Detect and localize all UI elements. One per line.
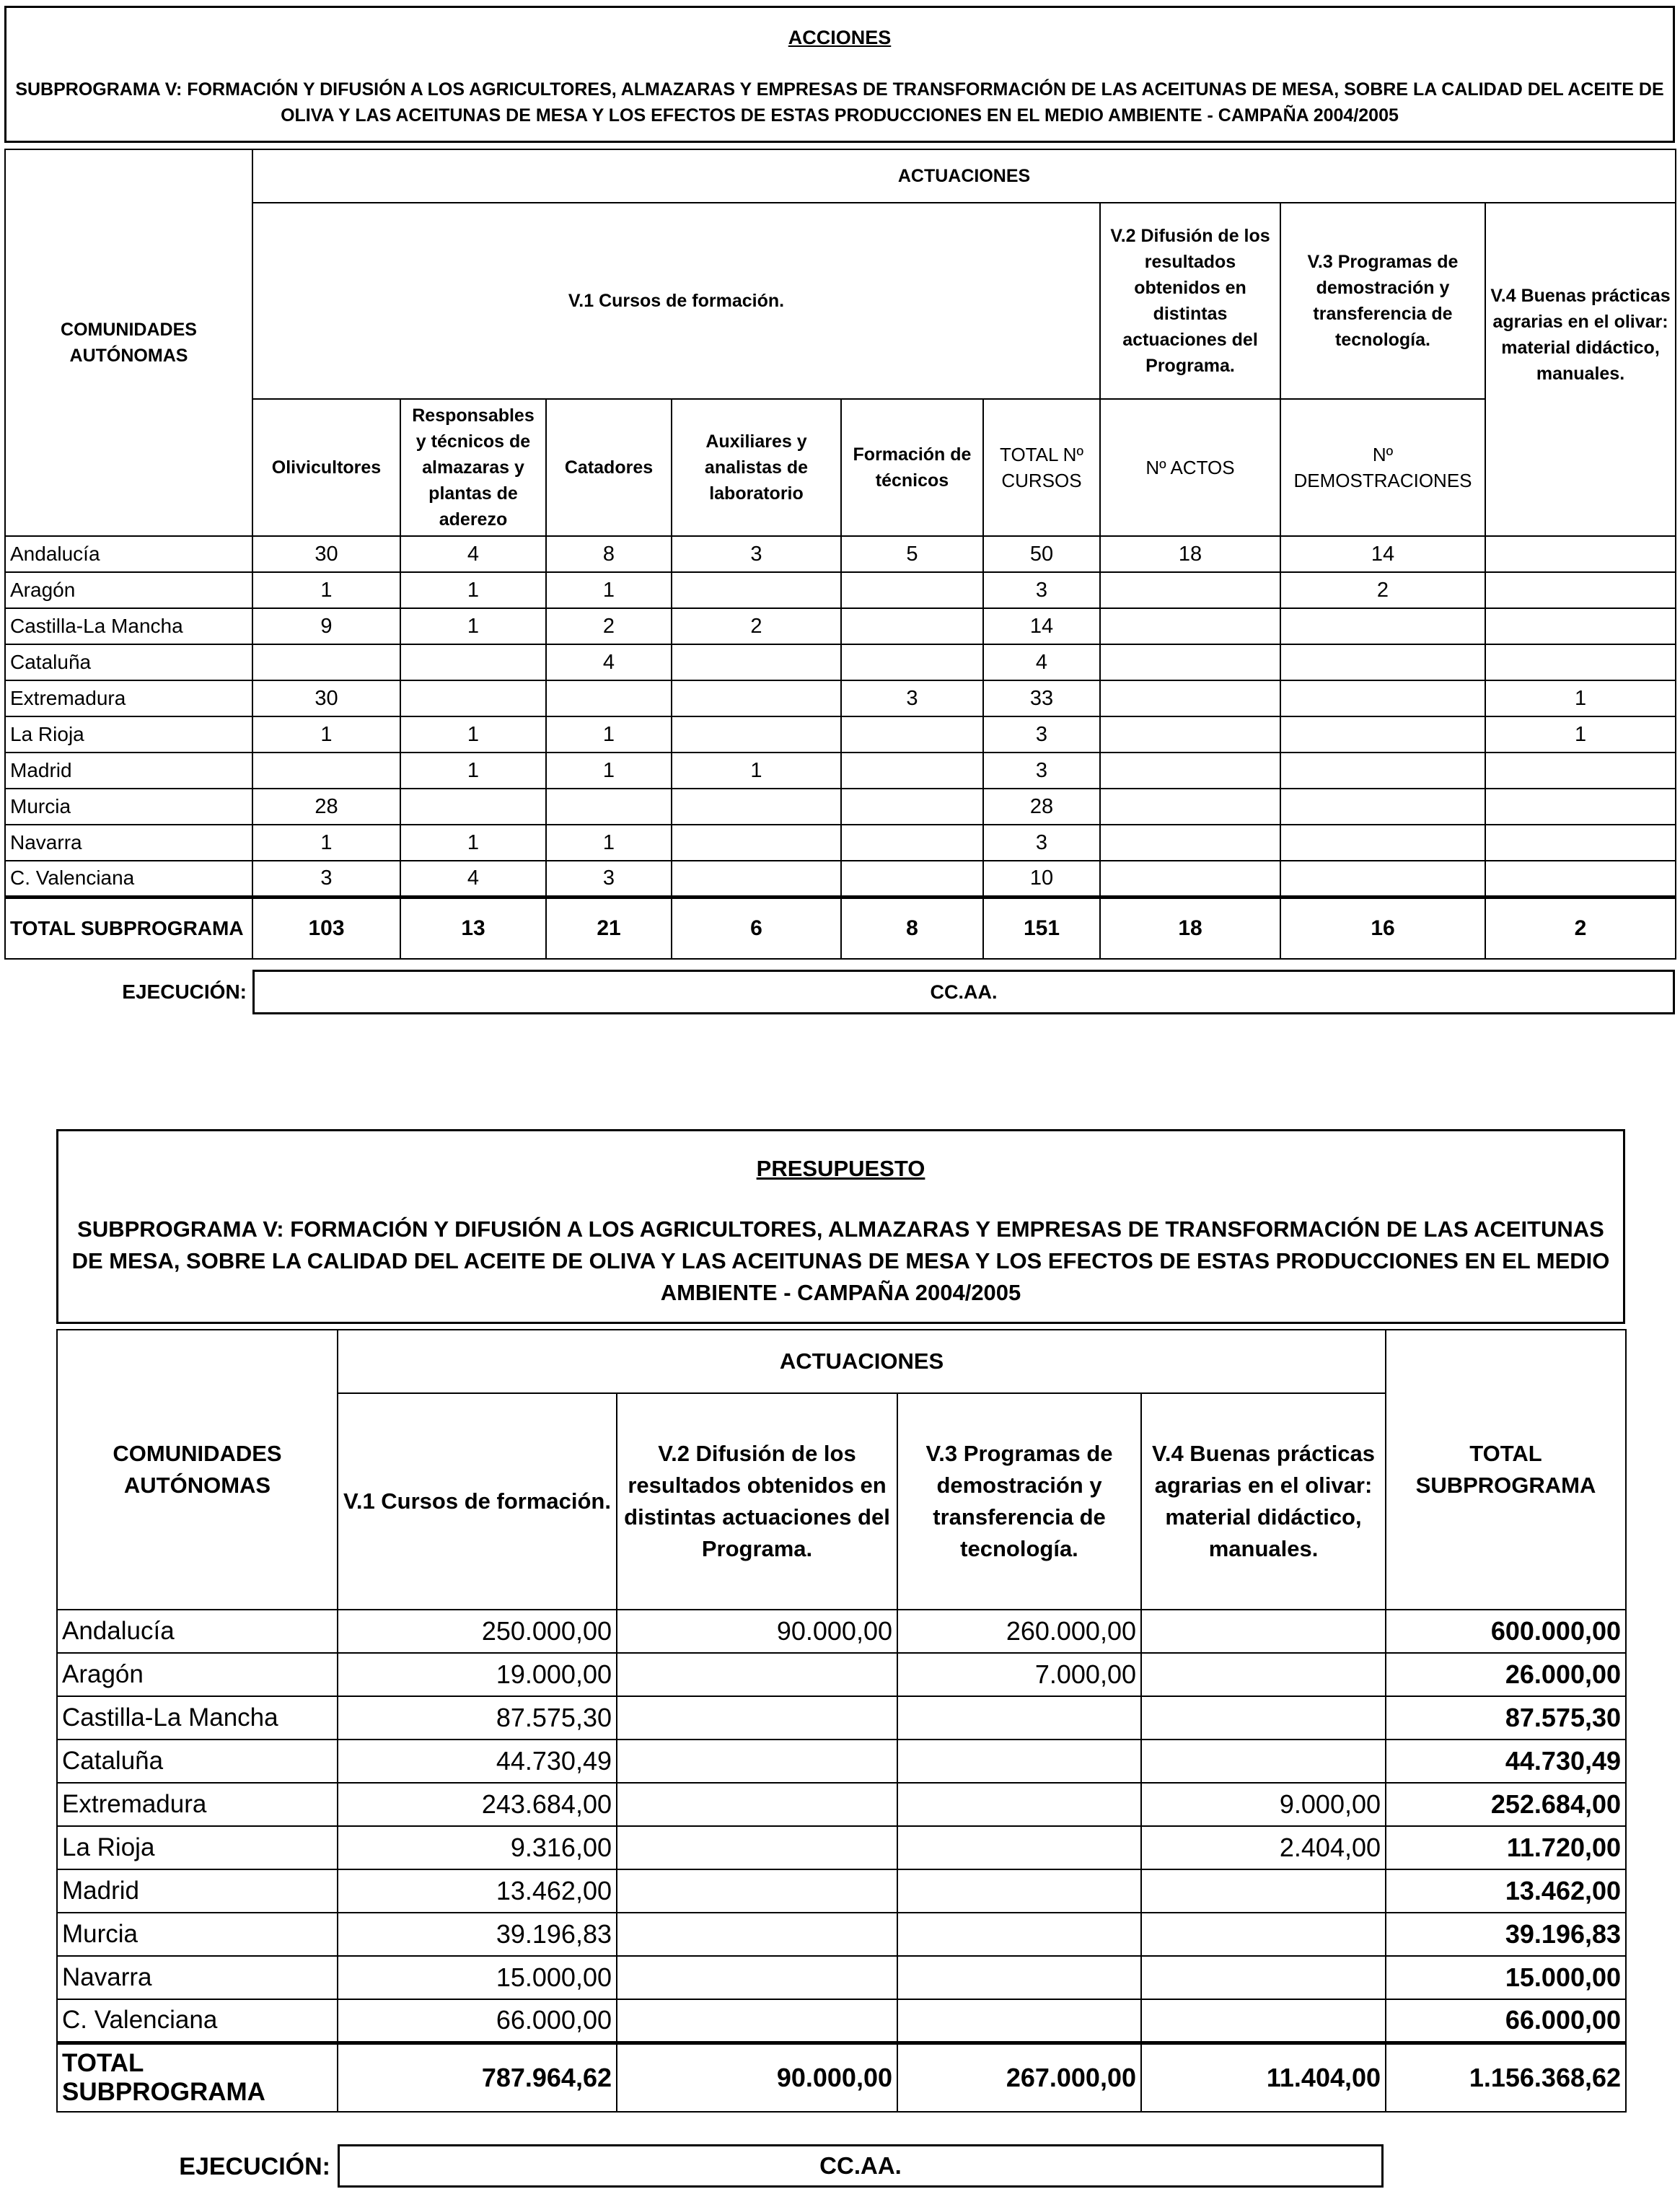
acciones-value-cell: 30	[252, 680, 400, 716]
presupuesto-value-cell	[1141, 1913, 1386, 1956]
presupuesto-region-cell: Cataluña	[57, 1740, 338, 1783]
acciones-value-cell: 8	[546, 536, 672, 572]
acciones-value-cell: 3	[983, 753, 1100, 789]
acciones-region-cell: C. Valenciana	[5, 861, 252, 897]
acciones-value-cell: 3	[672, 536, 841, 572]
acciones-value-cell: 3	[983, 572, 1100, 608]
presupuesto-value-cell: 9.316,00	[338, 1826, 617, 1869]
acciones-value-cell: 1	[1485, 716, 1676, 753]
presupuesto-section-title: PRESUPUESTO	[756, 1156, 925, 1181]
acciones-value-cell	[1100, 680, 1280, 716]
acciones-total-cell: 21	[546, 897, 672, 959]
acciones-ejecucion-label: EJECUCIÓN:	[122, 981, 247, 1003]
acciones-value-cell	[672, 680, 841, 716]
presupuesto-value-cell	[1141, 1740, 1386, 1783]
acciones-total-cell: 6	[672, 897, 841, 959]
acciones-section-title: ACCIONES	[788, 27, 892, 48]
presupuesto-table-row	[57, 1826, 1626, 1869]
acciones-value-cell: 4	[546, 644, 672, 680]
acciones-v1-header: V.1 Cursos de formación.	[252, 203, 1100, 399]
presupuesto-table-row	[57, 1610, 1626, 1653]
acciones-value-cell: 1	[252, 825, 400, 861]
acciones-value-cell: 5	[841, 536, 983, 572]
acciones-value-cell	[400, 644, 546, 680]
acciones-value-cell: 4	[400, 536, 546, 572]
presupuesto-value-cell: 9.000,00	[1141, 1783, 1386, 1826]
acciones-value-cell: 1	[546, 753, 672, 789]
presupuesto-v2-header: V.2 Difusión de los resultados obtenidos en distintas actuaciones del Programa.	[617, 1393, 897, 1610]
acciones-value-cell	[841, 753, 983, 789]
acciones-value-cell	[1485, 536, 1676, 572]
presupuesto-region-header: COMUNIDADES AUTÓNOMAS	[57, 1330, 338, 1610]
acciones-subcol-6: Nº ACTOS	[1100, 399, 1280, 536]
presupuesto-value-cell	[897, 1869, 1141, 1913]
presupuesto-value-cell	[897, 1696, 1141, 1740]
presupuesto-table-row	[57, 1696, 1626, 1740]
acciones-value-cell	[672, 825, 841, 861]
presupuesto-region-cell: Extremadura	[57, 1783, 338, 1826]
acciones-value-cell: 3	[841, 680, 983, 716]
acciones-value-cell: 3	[983, 825, 1100, 861]
presupuesto-total-header: TOTAL SUBPROGRAMA	[1386, 1330, 1626, 1610]
acciones-value-cell	[1485, 789, 1676, 825]
acciones-total-row	[5, 897, 1676, 959]
acciones-table	[4, 149, 1676, 960]
presupuesto-value-cell	[617, 1653, 897, 1696]
acciones-ejecucion	[4, 970, 1675, 1014]
presupuesto-value-cell: 87.575,30	[338, 1696, 617, 1740]
acciones-value-cell	[1485, 825, 1676, 861]
acciones-region-cell: La Rioja	[5, 716, 252, 753]
presupuesto-ejecucion-label: EJECUCIÓN:	[179, 2153, 330, 2180]
acciones-value-cell	[400, 789, 546, 825]
presupuesto-region-cell: Castilla-La Mancha	[57, 1696, 338, 1740]
acciones-value-cell	[841, 644, 983, 680]
presupuesto-value-cell: 66.000,00	[1386, 1999, 1626, 2043]
presupuesto-v4-header: V.4 Buenas prácticas agrarias en el olivar: material didáctico, manuales.	[1141, 1393, 1386, 1610]
acciones-value-cell	[1100, 572, 1280, 608]
acciones-value-cell	[1280, 608, 1485, 644]
acciones-region-cell: Cataluña	[5, 644, 252, 680]
acciones-value-cell	[1485, 861, 1676, 897]
presupuesto-value-cell	[617, 1956, 897, 1999]
presupuesto-value-cell: 19.000,00	[338, 1653, 617, 1696]
acciones-value-cell	[1100, 825, 1280, 861]
acciones-region-cell: Navarra	[5, 825, 252, 861]
acciones-region-cell: Murcia	[5, 789, 252, 825]
presupuesto-table-row	[57, 1869, 1626, 1913]
presupuesto-value-cell: 7.000,00	[897, 1653, 1141, 1696]
acciones-value-cell: 1	[400, 825, 546, 861]
presupuesto-v1-header: V.1 Cursos de formación.	[338, 1393, 617, 1610]
acciones-table-row	[5, 861, 1676, 897]
acciones-value-cell: 14	[983, 608, 1100, 644]
presupuesto-region-cell: Murcia	[57, 1913, 338, 1956]
acciones-table-row	[5, 644, 1676, 680]
acciones-value-cell: 4	[983, 644, 1100, 680]
presupuesto-value-cell	[897, 1999, 1141, 2043]
acciones-value-cell: 1	[672, 753, 841, 789]
acciones-table-row	[5, 680, 1676, 716]
acciones-value-cell: 2	[1280, 572, 1485, 608]
presupuesto-region-cell: La Rioja	[57, 1826, 338, 1869]
acciones-value-cell	[672, 716, 841, 753]
acciones-value-cell: 1	[400, 572, 546, 608]
presupuesto-value-cell: 87.575,30	[1386, 1696, 1626, 1740]
acciones-value-cell: 28	[983, 789, 1100, 825]
acciones-value-cell	[1280, 753, 1485, 789]
presupuesto-region-cell: Navarra	[57, 1956, 338, 1999]
presupuesto-table-row	[57, 1740, 1626, 1783]
presupuesto-value-cell: 90.000,00	[617, 1610, 897, 1653]
acciones-value-cell	[1280, 825, 1485, 861]
presupuesto-value-cell: 66.000,00	[338, 1999, 617, 2043]
acciones-region-cell: Andalucía	[5, 536, 252, 572]
acciones-value-cell: 1	[400, 608, 546, 644]
presupuesto-value-cell	[1141, 1956, 1386, 1999]
presupuesto-value-cell	[897, 1783, 1141, 1826]
presupuesto-value-cell	[897, 1913, 1141, 1956]
presupuesto-value-cell: 243.684,00	[338, 1783, 617, 1826]
presupuesto-value-cell: 39.196,83	[1386, 1913, 1626, 1956]
acciones-value-cell: 50	[983, 536, 1100, 572]
acciones-value-cell	[1280, 680, 1485, 716]
presupuesto-region-cell: Andalucía	[57, 1610, 338, 1653]
presupuesto-value-cell	[617, 1826, 897, 1869]
acciones-value-cell	[1280, 789, 1485, 825]
acciones-subcol-0: Olivicultores	[252, 399, 400, 536]
presupuesto-value-cell	[897, 1740, 1141, 1783]
acciones-value-cell	[841, 716, 983, 753]
acciones-value-cell	[672, 789, 841, 825]
acciones-ejecucion-value: CC.AA.	[252, 970, 1675, 1014]
presupuesto-total-cell: 787.964,62	[338, 2043, 617, 2112]
presupuesto-table-row	[57, 1956, 1626, 1999]
acciones-region-cell: Extremadura	[5, 680, 252, 716]
acciones-value-cell: 1	[252, 572, 400, 608]
presupuesto-ejecucion	[56, 2152, 1384, 2180]
acciones-value-cell: 14	[1280, 536, 1485, 572]
acciones-total-cell: 16	[1280, 897, 1485, 959]
presupuesto-value-cell	[1141, 1696, 1386, 1740]
acciones-value-cell	[1280, 644, 1485, 680]
presupuesto-value-cell	[617, 1869, 897, 1913]
acciones-value-cell: 3	[983, 716, 1100, 753]
acciones-subcol-5: TOTAL Nº CURSOS	[983, 399, 1100, 536]
acciones-value-cell	[1485, 753, 1676, 789]
acciones-total-label: TOTAL SUBPROGRAMA	[5, 897, 252, 959]
acciones-header	[4, 6, 1675, 143]
presupuesto-value-cell: 13.462,00	[1386, 1869, 1626, 1913]
acciones-subcol-2: Catadores	[546, 399, 672, 536]
acciones-value-cell: 1	[1485, 680, 1676, 716]
acciones-value-cell	[1485, 572, 1676, 608]
acciones-value-cell	[1100, 644, 1280, 680]
acciones-total-cell: 18	[1100, 897, 1280, 959]
acciones-value-cell	[1280, 716, 1485, 753]
presupuesto-value-cell	[617, 1999, 897, 2043]
acciones-total-cell: 8	[841, 897, 983, 959]
acciones-value-cell	[672, 644, 841, 680]
acciones-value-cell: 1	[546, 572, 672, 608]
acciones-value-cell: 1	[400, 753, 546, 789]
acciones-subcol-4: Formación de técnicos	[841, 399, 983, 536]
presupuesto-value-cell	[1141, 1610, 1386, 1653]
presupuesto-value-cell: 13.462,00	[338, 1869, 617, 1913]
presupuesto-actuaciones-header: ACTUACIONES	[338, 1330, 1386, 1393]
presupuesto-total-cell: 1.156.368,62	[1386, 2043, 1626, 2112]
acciones-total-cell: 151	[983, 897, 1100, 959]
acciones-v2-header: V.2 Difusión de los resultados obtenidos en distintas actuaciones del Programa.	[1100, 203, 1280, 399]
acciones-value-cell	[546, 680, 672, 716]
acciones-table-row	[5, 753, 1676, 789]
acciones-value-cell	[841, 608, 983, 644]
presupuesto-value-cell: 252.684,00	[1386, 1783, 1626, 1826]
presupuesto-value-cell	[617, 1696, 897, 1740]
acciones-table-row	[5, 572, 1676, 608]
acciones-region-cell: Castilla-La Mancha	[5, 608, 252, 644]
acciones-v4-header: V.4 Buenas prácticas agrarias en el olivar: material didáctico, manuales.	[1485, 203, 1676, 536]
acciones-subcol-7: Nº DEMOSTRACIONES	[1280, 399, 1485, 536]
acciones-value-cell: 1	[252, 716, 400, 753]
presupuesto-subtitle: SUBPROGRAMA V: FORMACIÓN Y DIFUSIÓN A LOS AGRICULTORES, ALMAZARAS Y EMPRESAS DE TRANSFORMACIÓN DE LAS ACEITUNAS DE MESA, SOBRE LA CALIDAD DEL ACEITE DE OLIVA Y LAS ACEITUNAS DE MESA Y LOS EFECTOS DE ESTAS PRODUCCIONES EN EL MEDIO AMBIENTE - CAMPAÑA 2004/2005	[71, 1216, 1610, 1305]
presupuesto-value-cell: 15.000,00	[338, 1956, 617, 1999]
presupuesto-table-row	[57, 1783, 1626, 1826]
acciones-subtitle: SUBPROGRAMA V: FORMACIÓN Y DIFUSIÓN A LOS AGRICULTORES, ALMAZARAS Y EMPRESAS DE TRANSFORMACIÓN DE LAS ACEITUNAS DE MESA, SOBRE LA CALIDAD DEL ACEITE DE OLIVA Y LAS ACEITUNAS DE MESA Y LOS EFECTOS DE ESTAS PRODUCCIONES EN EL MEDIO AMBIENTE - CAMPAÑA 2004/2005	[15, 79, 1664, 126]
acciones-value-cell: 10	[983, 861, 1100, 897]
acciones-value-cell: 3	[252, 861, 400, 897]
presupuesto-header	[56, 1129, 1625, 1324]
presupuesto-region-cell: Aragón	[57, 1653, 338, 1696]
acciones-value-cell	[672, 572, 841, 608]
presupuesto-value-cell: 26.000,00	[1386, 1653, 1626, 1696]
acciones-region-cell: Aragón	[5, 572, 252, 608]
acciones-region-cell: Madrid	[5, 753, 252, 789]
acciones-value-cell	[546, 789, 672, 825]
acciones-value-cell: 3	[546, 861, 672, 897]
acciones-value-cell	[1280, 861, 1485, 897]
presupuesto-table-row	[57, 1999, 1626, 2043]
acciones-table-row	[5, 716, 1676, 753]
acciones-value-cell	[672, 861, 841, 897]
presupuesto-total-cell: 90.000,00	[617, 2043, 897, 2112]
acciones-value-cell	[1100, 861, 1280, 897]
acciones-value-cell: 1	[546, 825, 672, 861]
presupuesto-total-row	[57, 2043, 1626, 2112]
acciones-value-cell: 33	[983, 680, 1100, 716]
presupuesto-value-cell: 15.000,00	[1386, 1956, 1626, 1999]
presupuesto-ejecucion-value: CC.AA.	[338, 2144, 1384, 2188]
presupuesto-value-cell	[897, 1826, 1141, 1869]
presupuesto-region-cell: C. Valenciana	[57, 1999, 338, 2043]
acciones-value-cell	[1100, 789, 1280, 825]
acciones-value-cell	[252, 644, 400, 680]
acciones-value-cell	[841, 789, 983, 825]
acciones-total-cell: 13	[400, 897, 546, 959]
acciones-value-cell	[1485, 644, 1676, 680]
acciones-value-cell: 28	[252, 789, 400, 825]
presupuesto-value-cell: 44.730,49	[1386, 1740, 1626, 1783]
presupuesto-value-cell: 600.000,00	[1386, 1610, 1626, 1653]
acciones-value-cell	[841, 825, 983, 861]
presupuesto-table-row	[57, 1653, 1626, 1696]
presupuesto-value-cell	[1141, 1999, 1386, 2043]
presupuesto-value-cell	[617, 1913, 897, 1956]
acciones-value-cell: 2	[672, 608, 841, 644]
acciones-table-row	[5, 825, 1676, 861]
presupuesto-total-label: TOTAL SUBPROGRAMA	[57, 2043, 338, 2112]
acciones-value-cell	[841, 572, 983, 608]
acciones-value-cell	[1100, 716, 1280, 753]
presupuesto-value-cell: 2.404,00	[1141, 1826, 1386, 1869]
acciones-value-cell	[1100, 753, 1280, 789]
presupuesto-value-cell	[617, 1783, 897, 1826]
acciones-value-cell: 1	[400, 716, 546, 753]
acciones-value-cell	[400, 680, 546, 716]
acciones-value-cell: 9	[252, 608, 400, 644]
acciones-subcol-1: Responsables y técnicos de almazaras y plantas de aderezo	[400, 399, 546, 536]
presupuesto-v3-header: V.3 Programas de demostración y transferencia de tecnología.	[897, 1393, 1141, 1610]
acciones-total-cell: 2	[1485, 897, 1676, 959]
acciones-value-cell: 4	[400, 861, 546, 897]
presupuesto-value-cell: 39.196,83	[338, 1913, 617, 1956]
presupuesto-value-cell: 11.720,00	[1386, 1826, 1626, 1869]
acciones-value-cell: 30	[252, 536, 400, 572]
presupuesto-value-cell: 260.000,00	[897, 1610, 1141, 1653]
acciones-subcol-3: Auxiliares y analistas de laboratorio	[672, 399, 841, 536]
presupuesto-region-cell: Madrid	[57, 1869, 338, 1913]
acciones-actuaciones-header: ACTUACIONES	[252, 149, 1676, 203]
presupuesto-table	[56, 1329, 1627, 2113]
acciones-value-cell	[1485, 608, 1676, 644]
acciones-value-cell: 18	[1100, 536, 1280, 572]
acciones-value-cell: 1	[546, 716, 672, 753]
presupuesto-table-row	[57, 1913, 1626, 1956]
presupuesto-value-cell	[617, 1740, 897, 1783]
acciones-table-row	[5, 608, 1676, 644]
presupuesto-value-cell: 250.000,00	[338, 1610, 617, 1653]
acciones-region-header: COMUNIDADES AUTÓNOMAS	[5, 149, 252, 536]
acciones-value-cell	[252, 753, 400, 789]
acciones-v3-header: V.3 Programas de demostración y transferencia de tecnología.	[1280, 203, 1485, 399]
presupuesto-value-cell	[1141, 1869, 1386, 1913]
presupuesto-total-cell: 267.000,00	[897, 2043, 1141, 2112]
acciones-table-row	[5, 789, 1676, 825]
acciones-value-cell	[841, 861, 983, 897]
acciones-table-row	[5, 536, 1676, 572]
presupuesto-value-cell	[1141, 1653, 1386, 1696]
presupuesto-value-cell	[897, 1956, 1141, 1999]
acciones-total-cell: 103	[252, 897, 400, 959]
acciones-value-cell	[1100, 608, 1280, 644]
presupuesto-value-cell: 44.730,49	[338, 1740, 617, 1783]
presupuesto-total-cell: 11.404,00	[1141, 2043, 1386, 2112]
acciones-value-cell: 2	[546, 608, 672, 644]
